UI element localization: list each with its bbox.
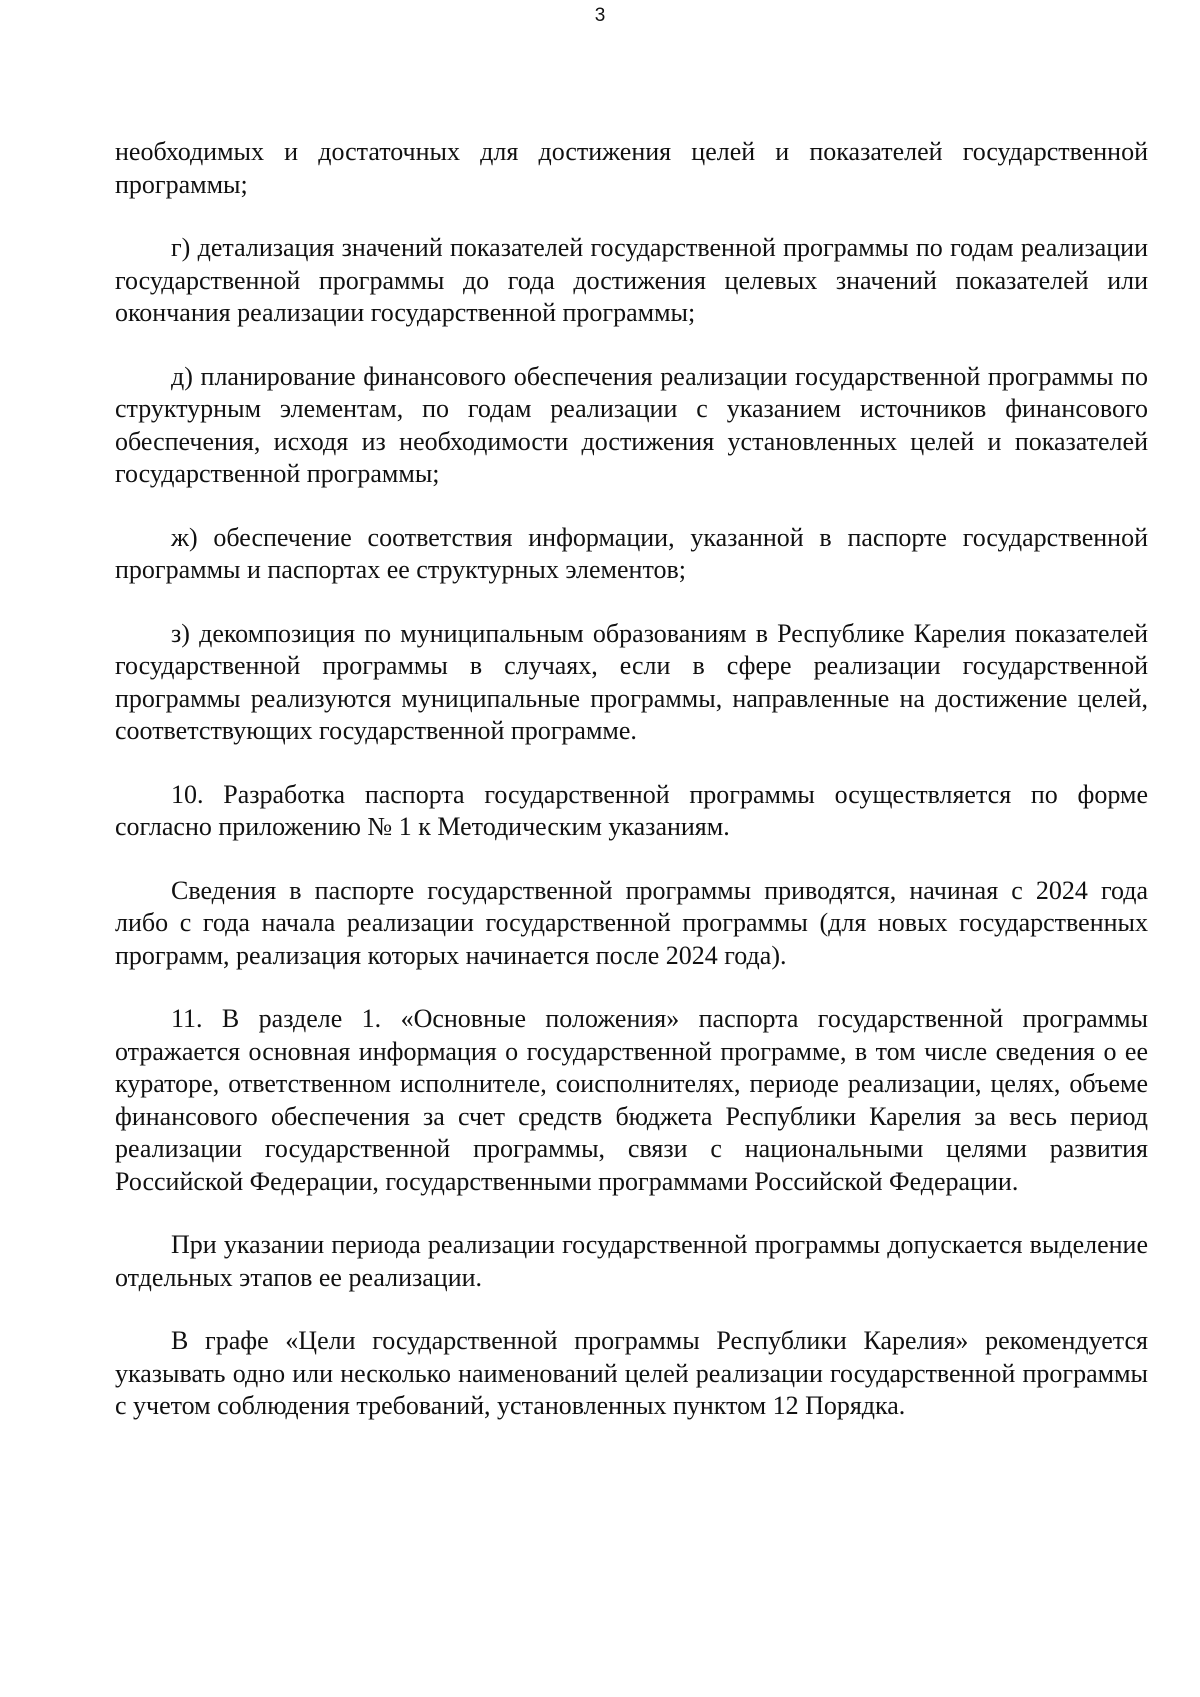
paragraph-continuation: необходимых и достаточных для достижения целей и показателей государственной программы; (115, 137, 1148, 199)
paragraph-item-d: д) планирование финансового обеспечения реализации государственной программы по структурным элементам, по годам реализации с указанием источников финансового обеспечения, исходя из необходимости достижения установленных целей и показателей государственной программы; (115, 361, 1148, 488)
paragraph-10: 10. Разработка паспорта государственной программы осуществляется по форме согласно приложению № 1 к Методическим указаниям. (115, 779, 1148, 841)
paragraph-item-g: г) детализация значений показателей государственной программы по годам реализации государственной программы до года достижения целевых значений показателей или окончания реализации государственной программы; (115, 233, 1148, 327)
paragraph-goals-column: В графе «Цели государственной программы Республики Карелия» рекомендуется указывать одно или несколько наименований целей реализации государственной программы с учетом соблюдения требований, установленных пунктом 12 Порядка. (115, 1326, 1148, 1420)
paragraph-11: 11. В разделе 1. «Основные положения» паспорта государственной программы отражается основная информация о государственной программе, в том числе сведения о ее кураторе, ответственном исполнителе, соисполнителях, периоде реализации, целях, объеме финансового обеспечения за счет средств бюджета Республики Карелия за весь период реализации государственной программы, связи с национальными целями развития Российской Федерации, государственными программами Российской Федерации. (115, 1004, 1148, 1196)
page-number: 3 (594, 5, 606, 26)
paragraph-passport-info: Сведения в паспорте государственной программы приводятся, начиная с 2024 года либо с года начала реализации государственной программы (для новых государственных программ, реализация которых начинается после 2024 года). (115, 875, 1148, 970)
document-body (115, 136, 1148, 1454)
paragraph-period-stages: При указании периода реализации государственной программы допускается выделение отдельных этапов ее реализации. (115, 1230, 1148, 1292)
paragraph-item-zh: ж) обеспечение соответствия информации, указанной в паспорте государственной программы и паспортах ее структурных элементов; (115, 522, 1148, 584)
paragraph-item-z: з) декомпозиция по муниципальным образованиям в Республике Карелия показателей государственной программы в случаях, если в сфере реализации государственной программы реализуются муниципальные программы, направленные на достижение целей, соответствующих государственной программе. (115, 618, 1148, 745)
